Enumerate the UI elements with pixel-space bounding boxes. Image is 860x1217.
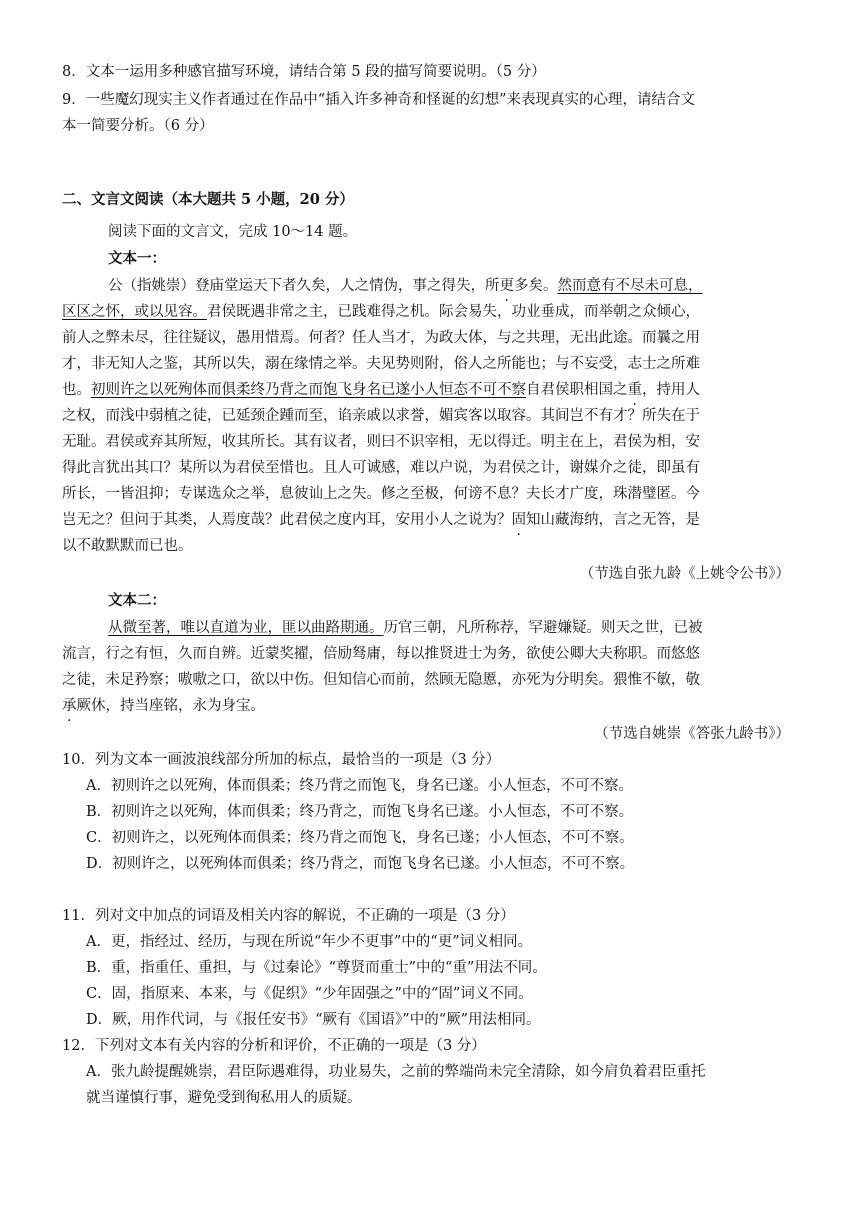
- question-11-option-a[interactable]: A．更，指经过、经历，与现在所说“年少不更事”中的“更”词义相同。: [86, 934, 533, 950]
- text-two-line-1: 从微至著，唯以直道为业，匪以曲路期通。历官三朝，凡所称荐，罕避嫌疑。则天之世，已被: [108, 620, 703, 636]
- question-11-option-c[interactable]: C．固，指原来、本来，与《促织》“少年固强之”中的“固”词义不同。: [86, 986, 533, 1002]
- section-heading: 二、文言文阅读（本大题共 5 小题，20 分）: [62, 191, 354, 208]
- dotted-char-cheng: 承: [62, 698, 77, 714]
- question-12-option-a-line-2: 就当谨慎行事，避免受到徇私用人的质疑。: [86, 1090, 362, 1106]
- text-one-line-6: 之权，而浅中弱植之徒，已延颈企踵而至，谄亲戚以求誉，媚宾客以取容。其间岂不有才？所失在于: [62, 408, 700, 424]
- question-12-option-a-line-1[interactable]: A．张九龄提醒姚崇，君臣际遇难得，功业易失，之前的弊端尚未完全清除，如今肩负着君臣重托: [86, 1064, 706, 1080]
- question-12-stem: 12．下列对文本有关内容的分析和评价，不正确的一项是（3 分）: [62, 1038, 486, 1054]
- reading-instruction: 阅读下面的文言文，完成 10～14 题。: [108, 224, 358, 240]
- question-10-option-c[interactable]: C．初则许之，以死殉体而俱柔；终乃背之而饱飞，身名已遂；小人恒态，不可不察。: [86, 830, 634, 846]
- wavy-line-sentence: 初则许之以死殉体而俱柔终乃背之而饱飞身名已遂小人恒态不可不察: [91, 382, 526, 398]
- underlined-sentence-2: 区区之怀，或以见容。: [62, 304, 207, 320]
- text-one-line-7: 无耻。君侯或弃其所短，收其所长。其有议者，则曰不识宰相，无以得迁。明主在上，君侯为相，安: [62, 434, 700, 450]
- dotted-char-geng: 更: [499, 278, 514, 294]
- dotted-char-gu: 固: [511, 512, 526, 528]
- text-one-line-1: 公（指姚崇）登庙堂运天下者久矣，人之情伪，事之得失，所更多矣。然而意有不尽未可息，: [108, 278, 703, 294]
- text-one-line-4: 才，非无知人之鉴，其所以失，溺在缘情之举。夫见势则附，俗人之所能也；与不妄受，志士之所难: [62, 356, 700, 372]
- text-one-source: （节选自张九龄《上姚令公书》）: [579, 566, 790, 582]
- text-one-line-11: 以不敢默默而已也。: [62, 538, 193, 554]
- underlined-sentence-3: 从微至著，唯以直道为业，匪以曲路期通。: [108, 620, 384, 636]
- question-11-option-b[interactable]: B．重，指重任、重担，与《过秦论》“尊贤而重士”中的“重”用法不同。: [86, 960, 547, 976]
- dotted-char-zhong: 重: [627, 382, 642, 398]
- text-two-source: （节选自姚崇《答张九龄书》）: [594, 726, 790, 742]
- text-two-line-2: 流言，行之有恒，久而自辨。近蒙奖擢，倍励驽庸，每以推贤进士为务，欲使公卿大夫称职。而悠悠: [62, 646, 700, 662]
- question-11-stem: 11．列对文中加点的词语及相关内容的解说，不正确的一项是（3 分）: [62, 908, 515, 924]
- text-two-label: 文本二：: [108, 592, 166, 609]
- question-9-line-1: 9．一些魔幻现实主义作者通过在作品中“插入许多神奇和怪诞的幻想”来表现真实的心理，请结合文: [62, 92, 696, 108]
- text-one-line-8: 得此言犹出其口？某所以为君侯至惜也。且人可诚感，难以户说，为君侯之计，谢媒介之徒，即虽有: [62, 460, 700, 476]
- underlined-sentence-1: 然而意有不尽未可息，: [557, 278, 703, 294]
- text-one-line-2: 区区之怀，或以见容。君侯既遇非常之主，已践难得之机。际会易失，功业垂成，而举朝之众倾心，: [62, 304, 700, 320]
- text-one-line-9: 所长，一皆沮抑；专谋选众之举，息彼讪上之失。修之至极，何谤不息？夫长才广度，珠潜璧匿。今: [62, 486, 700, 502]
- question-10-option-b[interactable]: B．初则许之以死殉，体而俱柔；终乃背之，而饱飞身名已遂。小人恒态，不可不察。: [86, 804, 634, 820]
- text-two-line-4: 承厥休，持当座铭，永为身宝。: [62, 698, 265, 714]
- question-9-line-2: 本一简要分析。（6 分）: [62, 118, 214, 134]
- question-11-option-d[interactable]: D．厥，用作代词，与《报任安书》“厥有《国语》”中的“厥”用法相同。: [86, 1012, 541, 1028]
- question-10-option-a[interactable]: A．初则许之以死殉，体而俱柔；终乃背之而饱飞，身名已遂。小人恒态，不可不察。: [86, 778, 633, 794]
- text-one-line-3: 前人之弊未尽，往往疑议，愚用惜焉。何者？任人当才，为政大体，与之共理，无出此途。而曩之用: [62, 330, 700, 346]
- text-one-line-10: 岂无之？但问于其类，人焉度哉？此君侯之度内耳，安用小人之说为？固知山藏海纳，言之无答，是: [62, 512, 700, 528]
- text-two-line-3: 之徒，未足矜察；嗷嗷之口，欲以中伤。但知信心而前，然顾无隐慝，亦死为分明矣。猥惟不敏，敬: [62, 672, 700, 688]
- text-one-label: 文本一：: [108, 250, 166, 267]
- question-10-option-d[interactable]: D．初则许之，以死殉体而俱柔；终乃背之，而饱飞身名已遂。小人恒态，不可不察。: [86, 856, 635, 872]
- text-one-line-5: 也。初则许之以死殉体而俱柔终乃背之而饱飞身名已遂小人恒态不可不察自君侯职相国之重，持用人: [62, 382, 700, 398]
- question-10-stem: 10．列为文本一画波浪线部分所加的标点，最恰当的一项是（3 分）: [62, 752, 501, 768]
- question-8: 8．文本一运用多种感官描写环境，请结合第 5 段的描写简要说明。（5 分）: [62, 64, 546, 80]
